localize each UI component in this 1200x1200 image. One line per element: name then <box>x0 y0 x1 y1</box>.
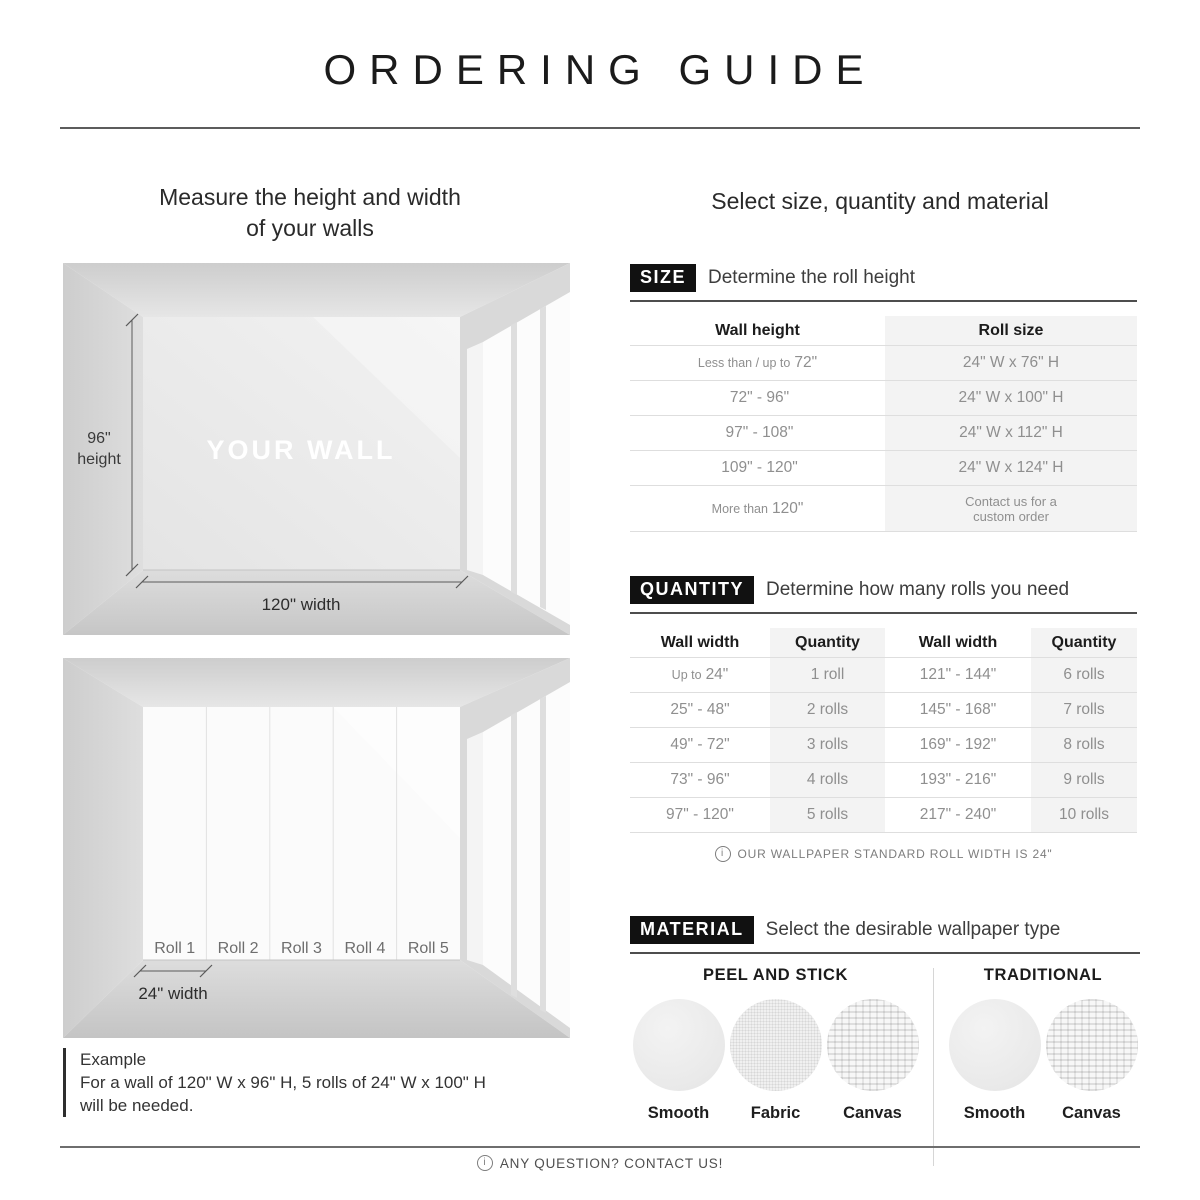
quantity-table-row <box>630 693 1137 728</box>
quantity-section <box>630 576 1137 862</box>
roll-width-note-text: OUR WALLPAPER STANDARD ROLL WIDTH IS 24" <box>737 847 1053 861</box>
example-block <box>63 1048 530 1117</box>
material-groups-divider <box>933 968 934 1166</box>
canvas-texture-swatch <box>1046 999 1138 1091</box>
wall-width-value: 25" - 48" <box>670 701 730 718</box>
wallpaper-roll-panels <box>143 707 460 960</box>
footer-note-text: ANY QUESTION? CONTACT US! <box>499 1155 724 1171</box>
height-value-label: 96" <box>87 430 111 447</box>
example-line1: For a wall of 120" W x 96" H, 5 rolls of 24" W x 100" H <box>80 1073 486 1092</box>
roll-1-label: Roll 1 <box>154 940 196 957</box>
material-group-traditional <box>946 966 1140 1166</box>
footer-note <box>0 1155 1200 1171</box>
size-table <box>630 316 1137 532</box>
material-subtitle: Select the desirable wallpaper type <box>765 919 1061 940</box>
wall-height-value: 120" <box>771 499 804 517</box>
page-title: ORDERING GUIDE <box>323 46 877 93</box>
example-line2: will be needed. <box>80 1096 194 1115</box>
material-option-label: Smooth <box>963 1104 1026 1122</box>
roll-size-value: 24" W x 100" H <box>958 389 1064 406</box>
wall-height-value: 72" - 96" <box>729 389 790 406</box>
material-option-label: Smooth <box>647 1104 710 1122</box>
roll-size-value: 24" W x 124" H <box>958 459 1064 476</box>
quantity-section-header <box>630 576 1137 614</box>
wall-height-prefix: Less than / up to <box>697 356 791 370</box>
your-wall-label: YOUR WALL <box>206 435 396 465</box>
wall-width-value: 217" - 240" <box>919 806 997 823</box>
quantity-value: 1 roll <box>810 666 845 683</box>
quantity-col-quantity: Quantity <box>1031 628 1137 658</box>
roll-5-label: Roll 5 <box>407 940 449 957</box>
quantity-table-row <box>630 798 1137 833</box>
quantity-col-wall-width: Wall width <box>630 628 770 658</box>
size-subtitle: Determine the roll height <box>708 267 916 288</box>
material-section-header <box>630 916 1140 954</box>
smooth-texture-swatch <box>949 999 1041 1091</box>
fabric-texture-swatch <box>730 999 822 1091</box>
quantity-value: 6 rolls <box>1063 666 1105 683</box>
wall-width-value: 121" - 144" <box>919 666 997 683</box>
quantity-table <box>630 628 1137 833</box>
size-table-row <box>630 346 1137 381</box>
wall-width-value: 24" <box>705 666 729 683</box>
height-word-label: height <box>77 451 121 468</box>
material-groups <box>630 966 1140 1166</box>
size-section <box>630 264 1137 532</box>
material-option-label: Fabric <box>750 1104 801 1122</box>
material-option-label: Canvas <box>1062 1104 1121 1122</box>
quantity-value: 8 rolls <box>1063 736 1105 753</box>
quantity-value: 9 rolls <box>1063 771 1105 788</box>
wall-width-value: 193" - 216" <box>919 771 997 788</box>
left-heading-line2: of your walls <box>246 215 374 241</box>
wall-height-value: 72" <box>794 354 818 371</box>
quantity-chip: QUANTITY <box>630 576 754 604</box>
size-section-header <box>630 264 1137 302</box>
material-option-smooth <box>630 999 727 1123</box>
material-section <box>630 916 1140 1166</box>
example-title: Example <box>80 1050 147 1069</box>
size-table-row <box>630 416 1137 451</box>
wall-height-value: 109" - 120" <box>721 459 798 476</box>
quantity-value: 5 rolls <box>806 806 849 823</box>
wall-width-value: 145" - 168" <box>919 701 997 718</box>
size-table-header-row <box>630 316 1137 346</box>
material-chip: MATERIAL <box>630 916 754 944</box>
quantity-table-row <box>630 763 1137 798</box>
left-column-heading <box>40 182 580 244</box>
wall-width-value: 97" - 120" <box>666 806 734 823</box>
wall-width-prefix: Up to <box>671 668 702 682</box>
quantity-value: 10 rolls <box>1059 806 1109 823</box>
roll-2-label: Roll 2 <box>217 940 259 957</box>
roll-3-label: Roll 3 <box>281 940 322 957</box>
left-heading-line1: Measure the height and width <box>159 184 461 210</box>
title-divider <box>60 127 1140 129</box>
quantity-table-header-row <box>630 628 1137 658</box>
material-group-name: TRADITIONAL <box>983 966 1103 984</box>
canvas-texture-swatch <box>827 999 919 1091</box>
wall-width-value: 169" - 192" <box>919 736 997 753</box>
room-measure-illustration <box>63 263 570 635</box>
roll-width-note <box>630 846 1137 862</box>
material-option-smooth <box>946 999 1043 1123</box>
smooth-texture-swatch <box>633 999 725 1091</box>
info-icon <box>715 846 731 862</box>
quantity-table-row <box>630 728 1137 763</box>
quantity-col-wall-width: Wall width <box>885 628 1031 658</box>
wall-width-value: 49" - 72" <box>670 736 730 753</box>
roll-4-label: Roll 4 <box>344 940 386 957</box>
footer-divider <box>60 1146 1140 1148</box>
material-group-peel-and-stick <box>630 966 921 1166</box>
wall-width-value: 73" - 96" <box>670 771 730 788</box>
size-table-row <box>630 381 1137 416</box>
info-icon <box>477 1155 493 1171</box>
roll-width-value-label: 24" width <box>138 984 208 1003</box>
room-rolls-illustration <box>63 658 570 1038</box>
wall-height-prefix: More than <box>711 501 768 516</box>
quantity-subtitle: Determine how many rolls you need <box>766 579 1070 600</box>
material-group-name: PEEL AND STICK <box>702 966 848 984</box>
material-option-label: Canvas <box>843 1104 902 1122</box>
roll-size-value: 24" W x 112" H <box>959 424 1063 441</box>
roll-size-value: 24" W x 76" H <box>962 354 1060 371</box>
width-value-label: 120" width <box>261 595 341 614</box>
material-option-fabric <box>727 999 824 1123</box>
material-option-canvas <box>824 999 921 1123</box>
quantity-value: 3 rolls <box>806 736 849 753</box>
quantity-col-quantity: Quantity <box>770 628 885 658</box>
quantity-value: 4 rolls <box>806 771 849 788</box>
quantity-value: 2 rolls <box>806 701 849 718</box>
wall-height-value: 97" - 108" <box>725 424 794 441</box>
right-column-heading: Select size, quantity and material <box>711 188 1049 214</box>
size-table-row <box>630 486 1137 532</box>
size-chip: SIZE <box>630 264 696 292</box>
roll-size-value: Contact us for a custom order <box>965 493 1057 524</box>
size-table-row <box>630 451 1137 486</box>
size-col-roll-size: Roll size <box>885 316 1137 346</box>
size-col-wall-height: Wall height <box>630 316 885 346</box>
quantity-table-row <box>630 658 1137 693</box>
material-option-canvas <box>1043 999 1140 1123</box>
quantity-value: 7 rolls <box>1063 701 1105 718</box>
